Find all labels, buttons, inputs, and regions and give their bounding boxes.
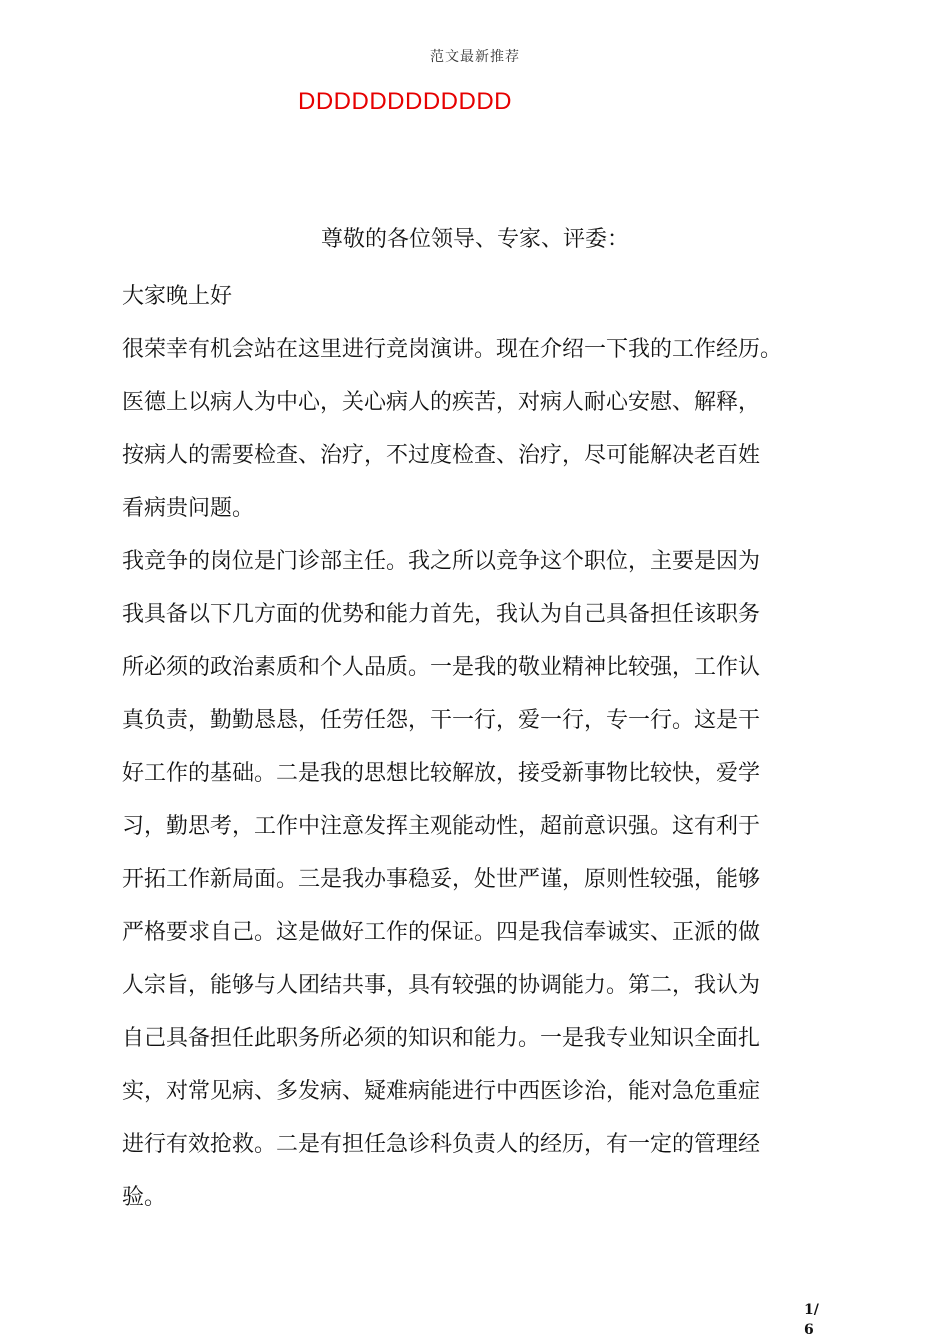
page-header: 范文最新推荐 [430,49,520,65]
document-title: DDDDDDDDDDDD [298,88,512,115]
paragraph: 我竞争的岗位是门诊部主任。我之所以竞争这个职位，主要是因为 我具备以下几方面的优势和能力首先，我认为自己具备担任该职务 所必须的政治素质和个人品质。一是我的敬业精神比较强，工作认 真负责，勤勤恳恳，任劳任怨，干一行，爱一行，专一行。这是干 好工作的基础。二是我的思想比较解放，接受新事物比较快，爱学 习，勤思考，工作中注意发挥主观能动性，超前意识强。这有利于 开拓工作新局面。三是我办事稳妥，处世严谨，原则性较强，能够 严格要求自己。这是做好工作的保证。四是我信奉诚实、正派的做 人宗旨，能够与人团结共事，具有较强的协调能力。第二，我认为 自己具备担任此职务所必须的知识和能力。一是我专业知识全面扎 实，对常见病、多发病、疑难病能进行中西医诊治，能对急危重症 进行有效抢救。二是有担任急诊科负责人的经历，有一定的管理经 验。 [122,549,761,1210]
greeting: 大家晚上好 [122,284,233,309]
document-body [122,270,844,1224]
paragraph: 医德上以病人为中心，关心病人的疾苦，对病人耐心安慰、解释， 按病人的需要检查、治疗，不过度检查、治疗，尽可能解决老百姓 看病贵问题。 [122,390,761,521]
paragraph: 很荣幸有机会站在这里进行竞岗演讲。现在介绍一下我的工作经历。 [122,337,783,362]
page-number: 1/ 6 [804,1302,819,1338]
salutation: 尊敬的各位领导、专家、评委： [320,227,629,252]
